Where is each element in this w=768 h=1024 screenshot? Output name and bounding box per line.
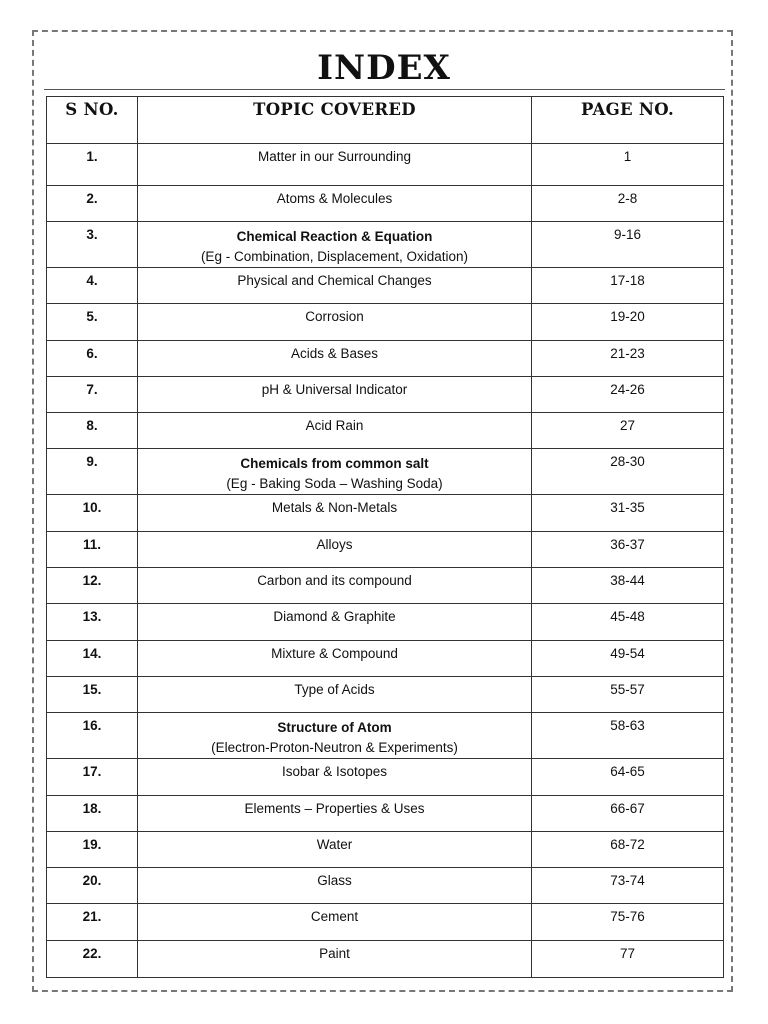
table-row	[47, 376, 724, 412]
row-topic-title: Structure of Atom	[277, 720, 392, 736]
table-row	[47, 640, 724, 676]
table-row	[47, 568, 724, 604]
table-row	[47, 531, 724, 567]
row-topic: Elements – Properties & Uses	[138, 795, 532, 831]
row-topic: Acids & Bases	[138, 340, 532, 376]
row-pages: 27	[532, 413, 724, 449]
row-topic: Atoms & Molecules	[138, 186, 532, 222]
row-topic: Carbon and its compound	[138, 568, 532, 604]
row-pages: 77	[532, 940, 724, 977]
row-sno: 14.	[47, 640, 138, 676]
row-sno: 7.	[47, 376, 138, 412]
row-pages: 64-65	[532, 759, 724, 795]
row-sno: 17.	[47, 759, 138, 795]
row-topic	[138, 713, 532, 759]
row-sno: 18.	[47, 795, 138, 831]
table-row	[47, 676, 724, 712]
row-topic: Type of Acids	[138, 676, 532, 712]
table-row	[47, 940, 724, 977]
row-topic	[138, 449, 532, 495]
row-topic: Cement	[138, 904, 532, 940]
table-row	[47, 795, 724, 831]
row-sno: 2.	[47, 186, 138, 222]
row-topic: pH & Universal Indicator	[138, 376, 532, 412]
title-divider	[44, 89, 725, 90]
table-row	[47, 304, 724, 340]
table-row	[47, 868, 724, 904]
row-topic: Acid Rain	[138, 413, 532, 449]
row-pages: 9-16	[532, 222, 724, 268]
row-sno: 6.	[47, 340, 138, 376]
row-sno: 19.	[47, 831, 138, 867]
row-topic-subtitle: (Eg - Combination, Displacement, Oxidation)	[200, 249, 469, 264]
row-sno: 9.	[47, 449, 138, 495]
row-sno: 1.	[47, 144, 138, 186]
table-row	[47, 449, 724, 495]
row-topic: Paint	[138, 940, 532, 977]
row-pages: 21-23	[532, 340, 724, 376]
table-row	[47, 268, 724, 304]
page-title: INDEX	[317, 48, 451, 88]
header-sno: S NO.	[47, 97, 138, 144]
table-row	[47, 831, 724, 867]
row-sno: 16.	[47, 713, 138, 759]
row-topic: Matter in our Surrounding	[138, 144, 532, 186]
table-row	[47, 222, 724, 268]
row-sno: 13.	[47, 604, 138, 640]
row-pages: 36-37	[532, 531, 724, 567]
header-row	[47, 97, 724, 144]
row-pages: 58-63	[532, 713, 724, 759]
row-topic: Water	[138, 831, 532, 867]
row-sno: 8.	[47, 413, 138, 449]
row-sno: 5.	[47, 304, 138, 340]
row-topic: Isobar & Isotopes	[138, 759, 532, 795]
row-pages: 19-20	[532, 304, 724, 340]
row-topic-subtitle: (Eg - Baking Soda – Washing Soda)	[226, 476, 443, 492]
row-topic: Alloys	[138, 531, 532, 567]
row-pages: 68-72	[532, 831, 724, 867]
row-pages: 38-44	[532, 568, 724, 604]
table-row	[47, 495, 724, 531]
table-row	[47, 904, 724, 940]
table-row	[47, 186, 724, 222]
row-sno: 4.	[47, 268, 138, 304]
row-topic-title: Chemicals from common salt	[240, 456, 429, 472]
table-row	[47, 340, 724, 376]
index-table	[46, 96, 724, 978]
row-pages: 66-67	[532, 795, 724, 831]
row-sno: 21.	[47, 904, 138, 940]
row-topic	[138, 222, 532, 268]
row-sno: 11.	[47, 531, 138, 567]
row-pages: 73-74	[532, 868, 724, 904]
table-row	[47, 604, 724, 640]
table-row	[47, 413, 724, 449]
row-topic-title: Chemical Reaction & Equation	[236, 229, 433, 244]
header-topic: TOPIC COVERED	[138, 97, 532, 144]
row-pages: 28-30	[532, 449, 724, 495]
row-sno: 10.	[47, 495, 138, 531]
row-topic: Metals & Non-Metals	[138, 495, 532, 531]
row-pages: 49-54	[532, 640, 724, 676]
row-pages: 31-35	[532, 495, 724, 531]
row-topic: Glass	[138, 868, 532, 904]
row-topic: Corrosion	[138, 304, 532, 340]
row-topic: Physical and Chemical Changes	[138, 268, 532, 304]
row-pages: 75-76	[532, 904, 724, 940]
row-pages: 24-26	[532, 376, 724, 412]
row-sno: 3.	[47, 222, 138, 268]
row-pages: 1	[532, 144, 724, 186]
row-pages: 17-18	[532, 268, 724, 304]
row-pages: 2-8	[532, 186, 724, 222]
row-pages: 55-57	[532, 676, 724, 712]
table-row	[47, 144, 724, 186]
row-sno: 22.	[47, 940, 138, 977]
row-topic: Diamond & Graphite	[138, 604, 532, 640]
row-sno: 12.	[47, 568, 138, 604]
row-topic-subtitle: (Electron-Proton-Neutron & Experiments)	[211, 740, 458, 756]
header-page: PAGE NO.	[532, 97, 724, 144]
table-row	[47, 759, 724, 795]
row-sno: 20.	[47, 868, 138, 904]
row-topic: Mixture & Compound	[138, 640, 532, 676]
row-sno: 15.	[47, 676, 138, 712]
table-row	[47, 713, 724, 759]
row-pages: 45-48	[532, 604, 724, 640]
